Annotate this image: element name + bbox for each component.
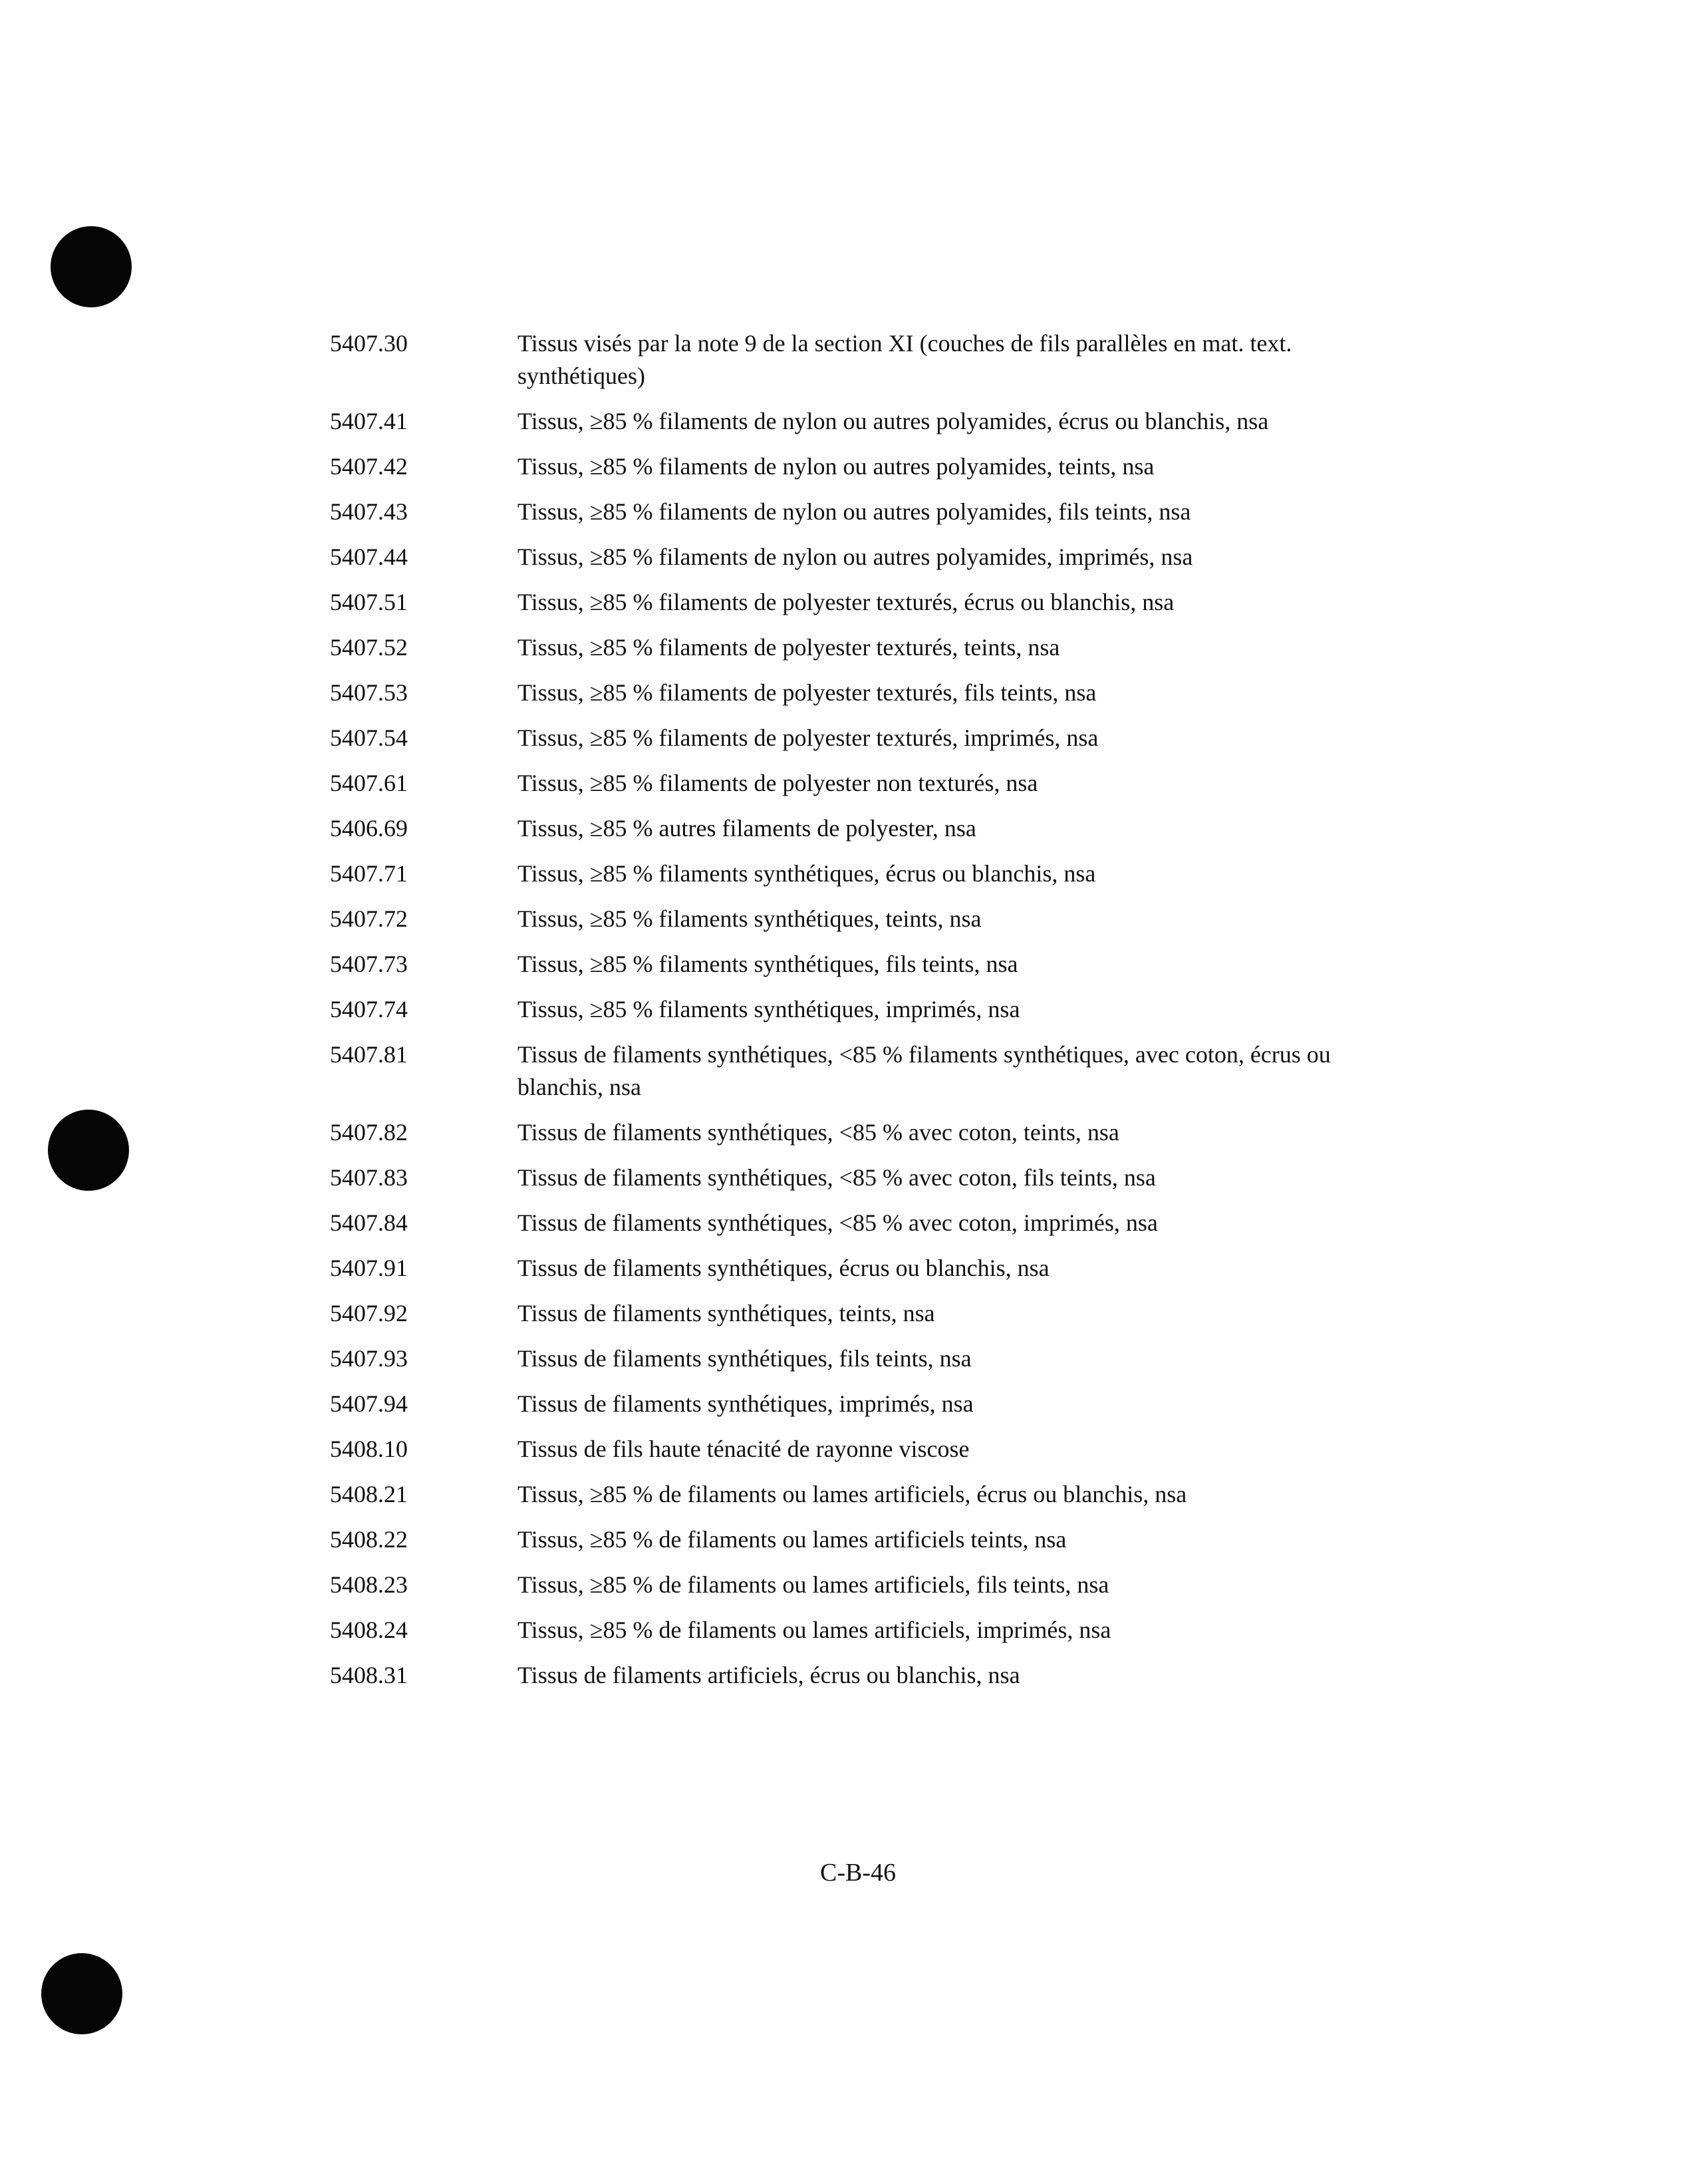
tariff-description: Tissus de fils haute ténacité de rayonne viscose [517, 1436, 970, 1462]
tariff-code: 5407.82 [330, 1119, 408, 1146]
tariff-code: 5407.92 [330, 1300, 408, 1326]
table-row [330, 1478, 1394, 1511]
tariff-code: 5408.23 [330, 1571, 408, 1598]
tariff-description: Tissus, ≥85 % filaments synthétiques, teints, nsa [517, 905, 982, 932]
table-row [330, 993, 1394, 1026]
table-row [330, 405, 1394, 438]
tariff-description: Tissus, ≥85 % filaments de polyester texturés, teints, nsa [517, 634, 1060, 661]
table-row [330, 450, 1394, 483]
tariff-description: Tissus, ≥85 % filaments de nylon ou autres polyamides, fils teints, nsa [517, 498, 1191, 525]
tariff-description: Tissus visés par la note 9 de la section XI (couches de fils parallèles en mat. text. synthétiques) [517, 330, 1292, 389]
table-row [330, 722, 1394, 754]
tariff-code: 5408.10 [330, 1436, 408, 1462]
table-row [330, 1523, 1394, 1556]
tariff-description: Tissus, ≥85 % filaments de polyester texturés, imprimés, nsa [517, 724, 1099, 751]
punch-hole-top [51, 226, 132, 307]
punch-hole-bottom [41, 1953, 122, 2034]
table-row [330, 1162, 1394, 1194]
tariff-code: 5407.52 [330, 634, 408, 661]
table-row [330, 1038, 1394, 1104]
tariff-description: Tissus, ≥85 % de filaments ou lames artificiels, imprimés, nsa [517, 1617, 1111, 1643]
page-number: C-B-46 [820, 1859, 896, 1887]
table-row [330, 1569, 1394, 1601]
table-row [330, 1433, 1394, 1466]
table-row [330, 541, 1394, 573]
tariff-description: Tissus, ≥85 % autres filaments de polyester, nsa [517, 815, 976, 842]
table-row [330, 586, 1394, 619]
tariff-code: 5407.91 [330, 1255, 408, 1281]
tariff-code: 5407.73 [330, 951, 408, 977]
tariff-description: Tissus de filaments synthétiques, écrus ou blanchis, nsa [517, 1255, 1050, 1281]
table-row [330, 631, 1394, 664]
tariff-code: 5407.93 [330, 1345, 408, 1372]
table-row [330, 948, 1394, 981]
tariff-code: 5407.84 [330, 1209, 408, 1236]
tariff-description: Tissus, ≥85 % filaments de nylon ou autres polyamides, teints, nsa [517, 453, 1155, 480]
tariff-description: Tissus, ≥85 % filaments de nylon ou autres polyamides, imprimés, nsa [517, 544, 1193, 570]
tariff-description: Tissus de filaments artificiels, écrus ou blanchis, nsa [517, 1662, 1020, 1688]
tariff-code: 5407.61 [330, 770, 408, 796]
tariff-code: 5407.43 [330, 498, 408, 525]
tariff-code: 5406.69 [330, 815, 408, 842]
tariff-code: 5407.74 [330, 996, 408, 1022]
tariff-code: 5407.41 [330, 408, 408, 434]
tariff-code: 5407.81 [330, 1041, 408, 1068]
table-row [330, 1207, 1394, 1239]
table-row [330, 1388, 1394, 1420]
table-row [330, 327, 1394, 392]
tariff-description: Tissus, ≥85 % de filaments ou lames artificiels, écrus ou blanchis, nsa [517, 1481, 1187, 1507]
tariff-code: 5408.31 [330, 1662, 408, 1688]
tariff-code: 5407.42 [330, 453, 408, 480]
tariff-description: Tissus de filaments synthétiques, fils teints, nsa [517, 1345, 972, 1372]
tariff-code: 5408.22 [330, 1526, 408, 1553]
tariff-code: 5407.71 [330, 860, 408, 887]
table-row [330, 1614, 1394, 1646]
tariff-description: Tissus de filaments synthétiques, <85 % avec coton, fils teints, nsa [517, 1164, 1156, 1191]
tariff-description: Tissus, ≥85 % de filaments ou lames artificiels teints, nsa [517, 1526, 1067, 1553]
tariff-description: Tissus de filaments synthétiques, imprimés, nsa [517, 1390, 974, 1417]
table-row [330, 903, 1394, 935]
punch-hole-middle [48, 1110, 129, 1191]
tariff-description: Tissus de filaments synthétiques, <85 % avec coton, teints, nsa [517, 1119, 1119, 1146]
tariff-code: 5407.54 [330, 724, 408, 751]
tariff-description: Tissus, ≥85 % de filaments ou lames artificiels, fils teints, nsa [517, 1571, 1109, 1598]
tariff-code: 5407.44 [330, 544, 408, 570]
tariff-code: 5408.24 [330, 1617, 408, 1643]
tariff-code: 5407.94 [330, 1390, 408, 1417]
tariff-code: 5407.72 [330, 905, 408, 932]
tariff-description: Tissus, ≥85 % filaments de polyester texturés, fils teints, nsa [517, 679, 1097, 706]
tariff-description: Tissus de filaments synthétiques, teints, nsa [517, 1300, 935, 1326]
table-row [330, 812, 1394, 845]
table-row [330, 767, 1394, 800]
tariff-description: Tissus de filaments synthétiques, <85 % avec coton, imprimés, nsa [517, 1209, 1158, 1236]
tariff-description: Tissus, ≥85 % filaments synthétiques, imprimés, nsa [517, 996, 1020, 1022]
table-row [330, 1297, 1394, 1330]
tariff-code: 5408.21 [330, 1481, 408, 1507]
table-row [330, 496, 1394, 528]
table-row [330, 858, 1394, 890]
table-row [330, 1252, 1394, 1285]
tariff-description: Tissus, ≥85 % filaments de polyester texturés, écrus ou blanchis, nsa [517, 589, 1175, 615]
table-row [330, 677, 1394, 709]
table-row [330, 1342, 1394, 1375]
table-row [330, 1659, 1394, 1692]
tariff-description: Tissus de filaments synthétiques, <85 % filaments synthétiques, avec coton, écrus ou blanchis, nsa [517, 1041, 1331, 1100]
tariff-code: 5407.30 [330, 330, 408, 357]
tariff-description: Tissus, ≥85 % filaments de nylon ou autres polyamides, écrus ou blanchis, nsa [517, 408, 1269, 434]
tariff-code: 5407.53 [330, 679, 408, 706]
table-row [330, 1116, 1394, 1149]
tariff-code: 5407.83 [330, 1164, 408, 1191]
tariff-table [330, 327, 1394, 1704]
tariff-description: Tissus, ≥85 % filaments de polyester non texturés, nsa [517, 770, 1038, 796]
tariff-code: 5407.51 [330, 589, 408, 615]
tariff-description: Tissus, ≥85 % filaments synthétiques, écrus ou blanchis, nsa [517, 860, 1096, 887]
tariff-description: Tissus, ≥85 % filaments synthétiques, fils teints, nsa [517, 951, 1018, 977]
